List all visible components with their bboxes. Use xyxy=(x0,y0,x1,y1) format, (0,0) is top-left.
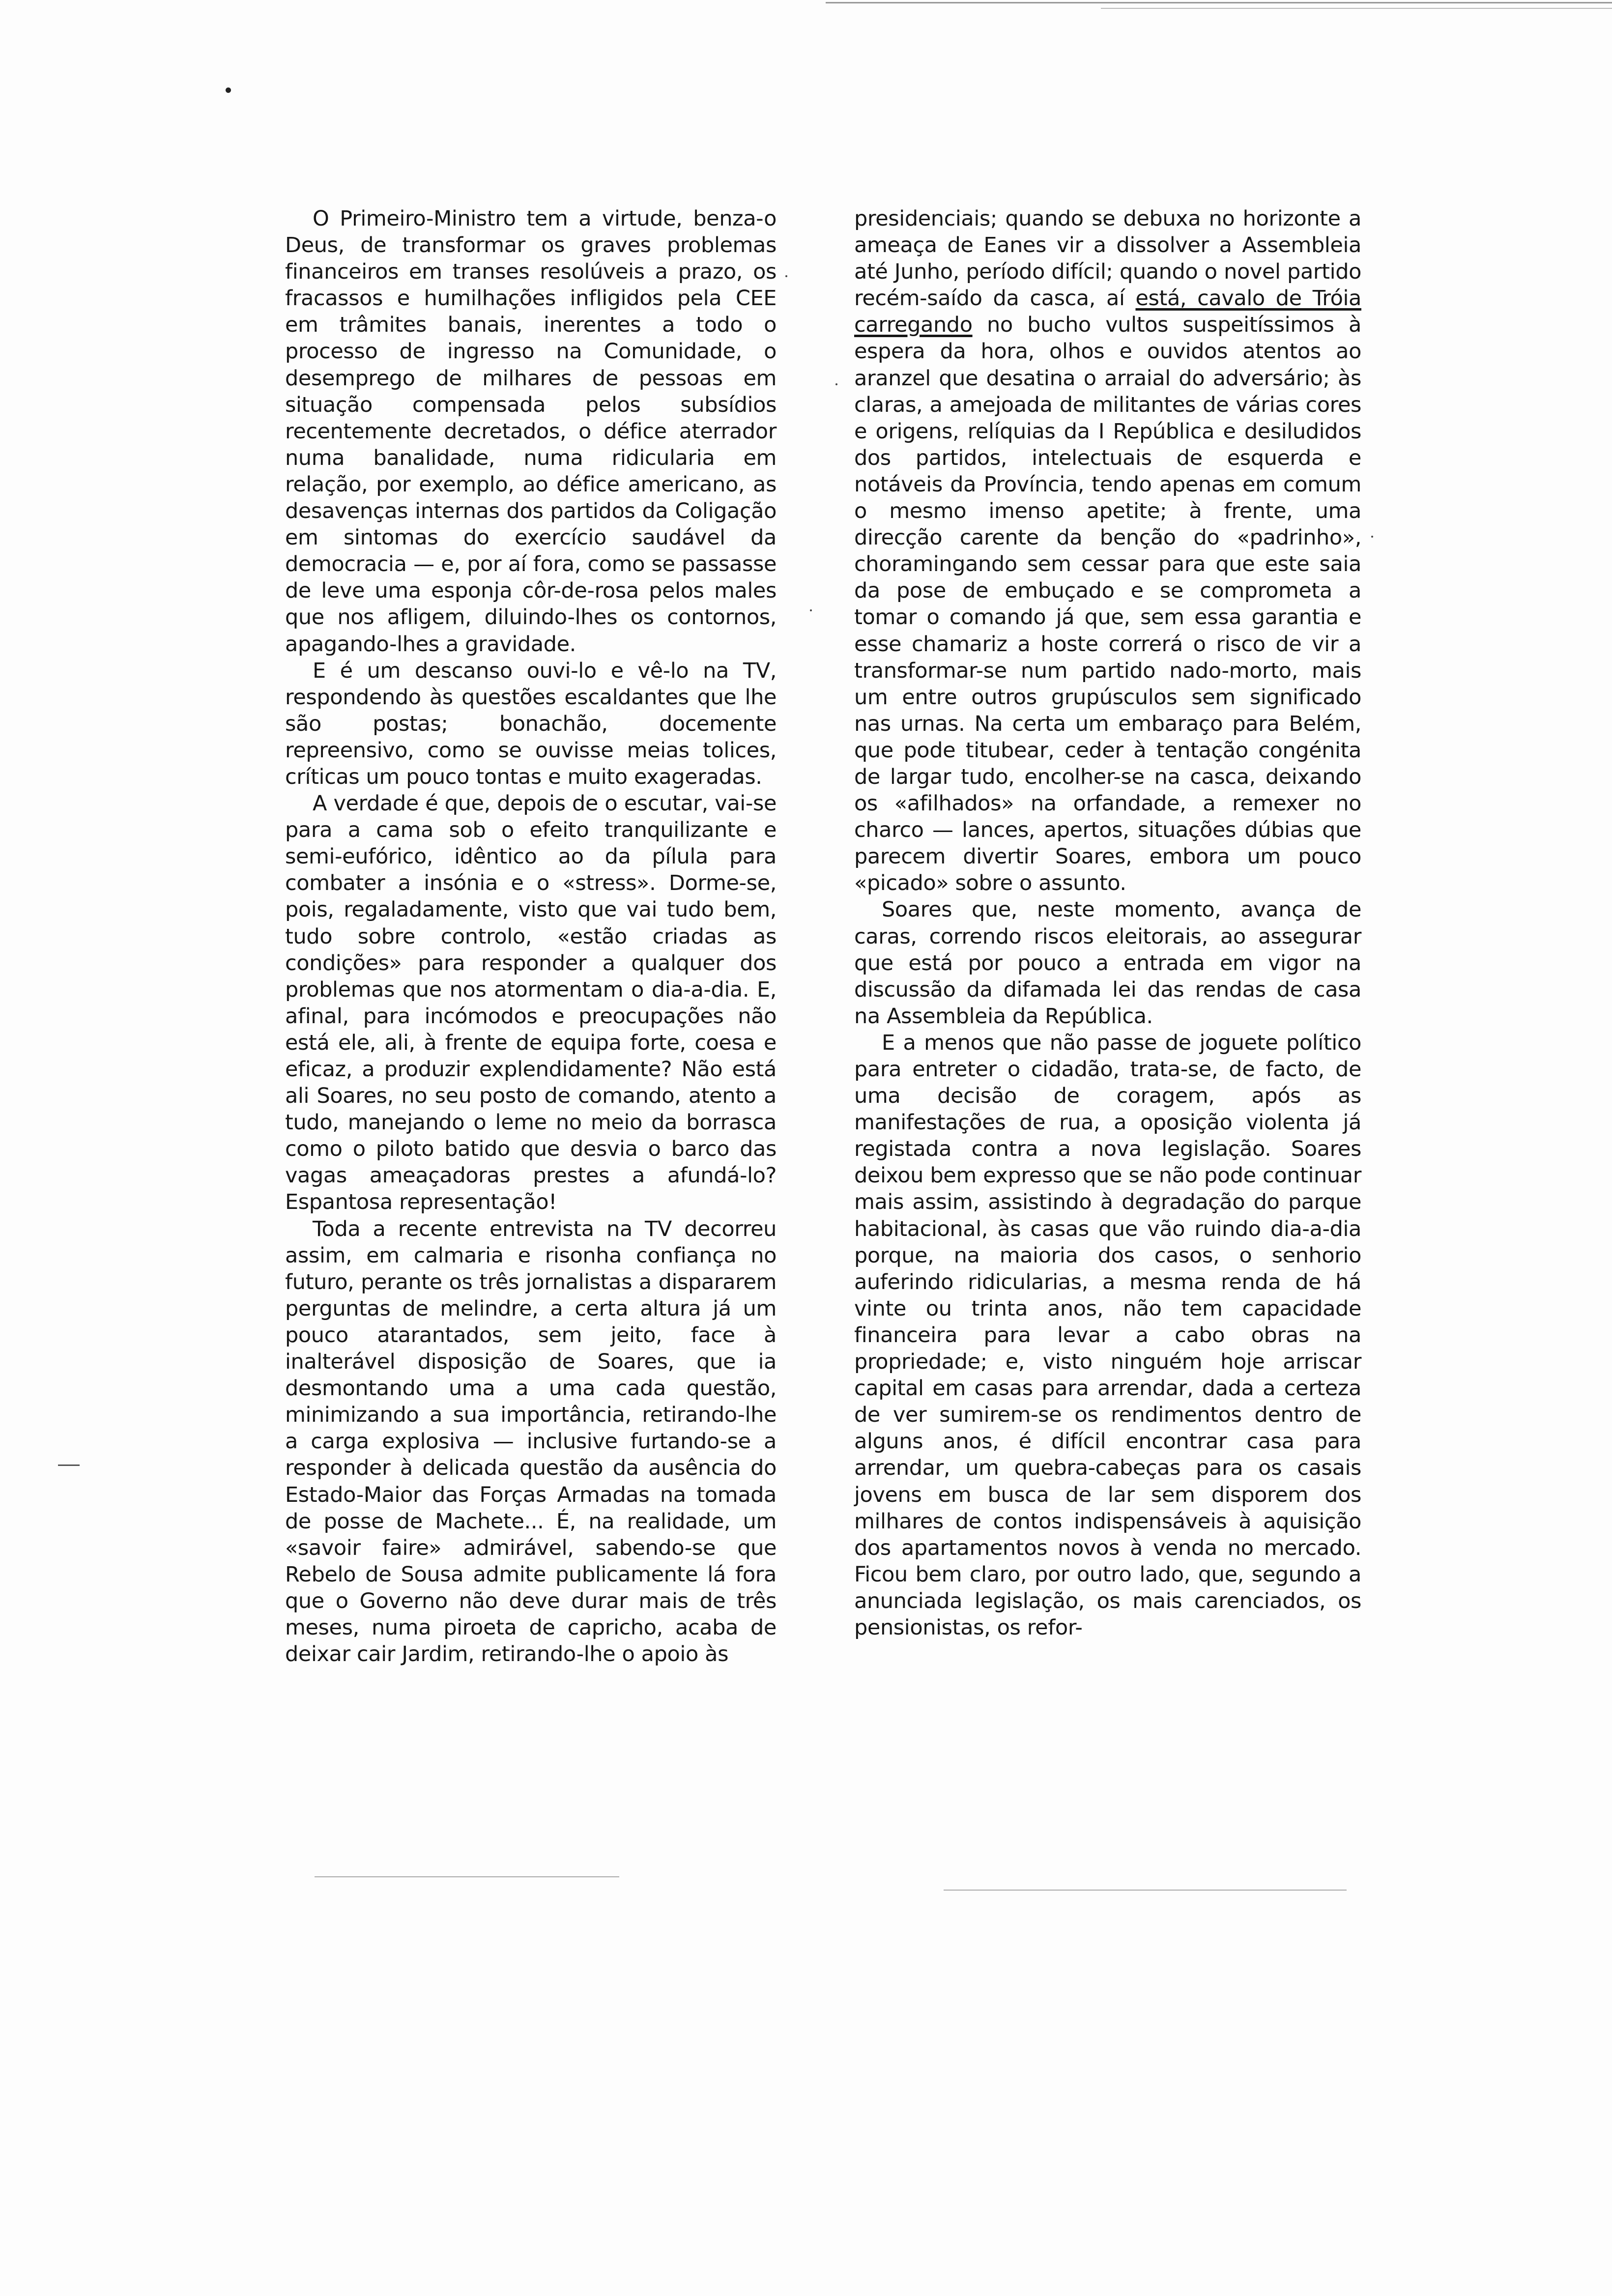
top-edge-streak-secondary xyxy=(1101,8,1612,9)
top-edge-streak xyxy=(826,2,1612,3)
speck xyxy=(835,383,837,385)
bottom-speckle-left xyxy=(315,1876,619,1877)
speck xyxy=(1371,536,1373,538)
bottom-speckle-right xyxy=(944,1890,1347,1891)
paragraph: A verdade é que, depois de o escutar, vai-se para a cama sob o efeito tranquilizante e semi-eufórico, idêntico ao da pílula para combater a insónia e o «stress». Dorme-se, pois, regaladamente, visto que vai tudo bem, tudo sobre controlo, «estão criadas as condições» para responder a qualquer dos problemas que nos atormentam o dia-a-dia. E, afinal, para incómodos e preocupações não está ele, ali, à frente de equipa forte, coesa e eficaz, a produzir explendidamente? Não está ali Soares, no seu posto de comando, atento a tudo, manejando o leme no meio da borrasca como o piloto batido que desvia o barco das vagas ameaçadoras prestes a afundá-lo? Espantosa representação! xyxy=(285,791,777,1215)
article-column-left xyxy=(285,205,777,1667)
speck xyxy=(785,275,787,277)
text-run: no bucho vultos suspeitíssimos à espera da hora, olhos e ouvidos atentos ao aranzel que desatina o arraial do adversário; às claras, a amejoada de militantes de várias cores e origens, relíquias da I República e desiludidos dos partidos, intelectuais de esquerda e notáveis da Província, tendo apenas em comum o mesmo imenso apetite; à frente, uma direcção carente da benção do «padrinho», choramingando sem cessar para que este saia da pose de embuçado e se comprometa a tomar o comando já que, sem essa garantia e esse chamariz a hoste correrá o risco de vir a transformar-se num partido nado-morto, mais um entre outros grupúsculos sem significado nas urnas. Na certa um embaraço para Belém, que pode titubear, ceder à tentação congénita de largar tudo, encolher-se na casca, deixando os «afilhados» na orfandade, a remexer no charco — lances, apertos, situações dúbias que parecem divertir Soares, embora um pouco «picado» sobre o assunto. xyxy=(854,313,1361,896)
paragraph-continued xyxy=(854,205,1361,896)
paragraph: Soares que, neste momento, avança de caras, correndo riscos eleitorais, ao assegurar que está por pouco a entrada em vigor na discussão da difamada lei das rendas de casa na Assembleia da República. xyxy=(854,897,1361,1029)
paragraph: E é um descanso ouvi-lo e vê-lo na TV, respondendo às questões escaldantes que lhe são postas; bonachão, docemente repreensivo, como se ouvisse meias tolices, críticas um pouco tontas e muito exageradas. xyxy=(285,658,777,789)
handwritten-underline-text: está, cavalo de Tróia carregando xyxy=(854,286,1361,338)
ink-dot xyxy=(226,87,231,93)
speck xyxy=(810,609,812,611)
text-run: presidenciais; quando se debuxa no horizonte a ameaça de Eanes vir a dissolver a Assembleia até Junho, período difícil; quando o novel partido recém-saído da casca, aí xyxy=(854,206,1361,311)
paragraph: E a menos que não passe de joguete político para entreter o cidadão, trata-se, de facto, de uma decisão de coragem, após as manifestações de rua, a oposição violenta já registada contra a nova legislação. Soares deixou bem expresso que se não pode continuar mais assim, assistindo à degradação do parque habitacional, às casas que vão ruindo dia-a-dia porque, na maioria dos casos, o senhorio auferindo ridicularias, a mesma renda de há vinte ou trinta anos, não tem capacidade financeira para levar a cabo obras na propriedade; e, visto ninguém hoje arriscar capital em casas para arrendar, dada a certeza de ver sumirem-se os rendimentos dentro de alguns anos, é difícil encontrar casa para arrendar, um quebra-cabeças para os casais jovens em busca de lar sem disporem dos milhares de contos indispensáveis à aquisição dos apartamentos novos à venda no mercado. Ficou bem claro, por outro lado, que, segundo a anunciada legislação, os mais carenciados, os pensionistas, os refor- xyxy=(854,1030,1361,1640)
paragraph: Toda a recente entrevista na TV decorreu assim, em calmaria e risonha confiança no futuro, perante os três jornalistas a dispararem perguntas de melindre, a certa altura já um pouco atarantados, sem jeito, face à inalterável disposição de Soares, que ia desmontando uma a uma cada questão, minimizando a sua importância, retirando-lhe a carga explosiva — inclusive furtando-se a responder à delicada questão da ausência do Estado-Maior das Forças Armadas na tomada de posse de Machete... É, na realidade, um «savoir faire» admirável, sabendo-se que Rebelo de Sousa admite publicamente lá fora que o Governo não deve durar mais de três meses, numa piroeta de capricho, acaba de deixar cair Jardim, retirando-lhe o apoio às xyxy=(285,1216,777,1667)
article-column-right xyxy=(854,205,1361,1641)
margin-dash xyxy=(58,1464,80,1466)
paragraph: O Primeiro-Ministro tem a virtude, benza-o Deus, de transformar os graves problemas financeiros em transes resolúveis a prazo, os fracassos e humilhações infligidos pela CEE em trâmites banais, inerentes a todo o processo de ingresso na Comunidade, o desemprego de milhares de pessoas em situação compensada pelos subsídios recentemente decretados, o défice aterrador numa banalidade, numa ridicularia em relação, por exemplo, ao défice americano, as desavenças internas dos partidos da Coligação em sintomas do exercício saudável da democracia — e, por aí fora, como se passasse de leve uma esponja côr-de-rosa pelos males que nos afligem, diluindo-lhes os contornos, apagando-lhes a gravidade. xyxy=(285,206,777,657)
